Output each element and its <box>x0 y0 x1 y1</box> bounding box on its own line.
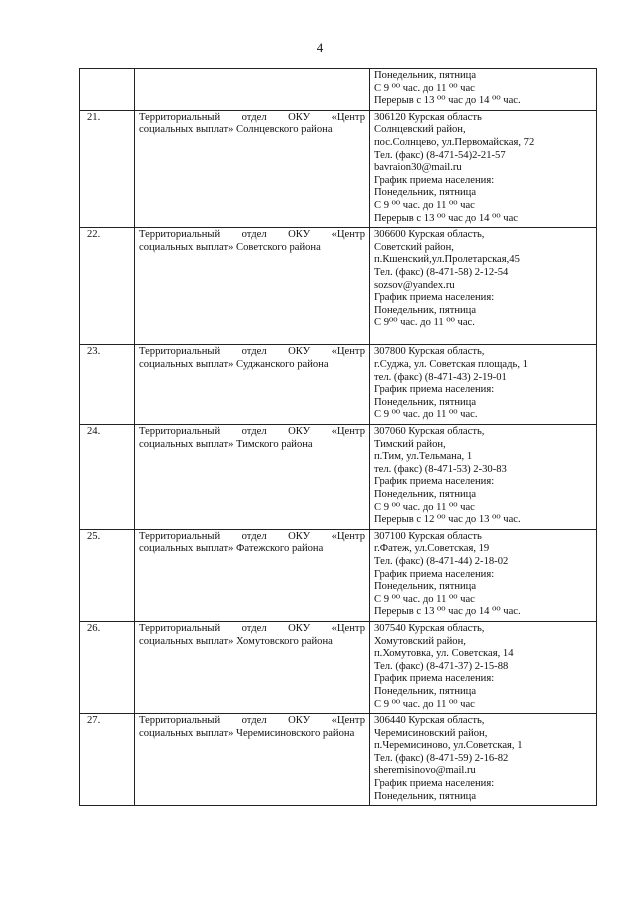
contact-line: С 9⁰⁰ час. до 11 ⁰⁰ час. <box>374 317 475 329</box>
contact-line: Тел. (факс) (8-471-44) 2-18-02 <box>374 555 509 567</box>
office-contact-cell <box>370 621 597 713</box>
office-contact-cell <box>370 69 597 111</box>
contact-line: 307540 Курская область, <box>374 622 485 634</box>
contact-line: Солнцевский район, <box>374 124 466 136</box>
contact-line: тел. (факс) (8-471-43) 2-19-01 <box>374 371 507 383</box>
contact-line: Понедельник, пятница <box>374 70 477 81</box>
contact-line: Тимский район, <box>374 438 446 450</box>
contact-line: пос.Солнцево, ул.Первомайская, 72 <box>374 136 535 148</box>
contact-line: Понедельник, пятница <box>374 304 477 316</box>
table-row <box>80 714 597 806</box>
contact-line: С 9 ⁰⁰ час. до 11 ⁰⁰ час <box>374 501 475 513</box>
contact-line: С 9 ⁰⁰ час. до 11 ⁰⁰ час <box>374 593 475 605</box>
contact-line: График приема населения: <box>374 384 495 396</box>
contact-line: г.Фатеж, ул.Советская, 19 <box>374 543 490 555</box>
contact-line: График приема населения: <box>374 174 495 186</box>
contact-line: С 9 ⁰⁰ час. до 11 ⁰⁰ час. <box>374 409 478 421</box>
contact-line: Перерыв с 13 ⁰⁰ час до 14 ⁰⁰ час. <box>374 95 521 107</box>
offices-table <box>79 68 597 806</box>
office-contact-cell <box>370 228 597 345</box>
row-number: 23. <box>80 345 135 425</box>
contact-line: 306120 Курская область <box>374 111 482 123</box>
office-contact-cell <box>370 529 597 621</box>
office-contact-cell <box>370 110 597 227</box>
table-row <box>80 425 597 530</box>
office-name: Территориальный отдел ОКУ «Центр социальных выплат» Хомутовского района <box>135 621 370 713</box>
office-contact-cell <box>370 345 597 425</box>
contact-line: п.Хомутовка, ул. Советская, 14 <box>374 648 514 660</box>
row-number: 24. <box>80 425 135 530</box>
contact-line: Черемисиновский район, <box>374 727 488 739</box>
row-number: 21. <box>80 110 135 227</box>
contact-line: sozsov@yandex.ru <box>374 279 455 291</box>
table-row <box>80 529 597 621</box>
contact-line: Понедельник, пятница <box>374 790 477 802</box>
contact-line: С 9 ⁰⁰ час. до 11 ⁰⁰ час <box>374 199 475 211</box>
office-contact-cell <box>370 425 597 530</box>
contact-line: График приема населения: <box>374 292 495 304</box>
office-name: Территориальный отдел ОКУ «Центр социальных выплат» Советского района <box>135 228 370 345</box>
table-row-continuation <box>80 69 597 111</box>
contact-line: Понедельник, пятница <box>374 581 477 593</box>
contact-line: График приема населения: <box>374 568 495 580</box>
contact-line: 307800 Курская область, <box>374 346 485 358</box>
office-name: Территориальный отдел ОКУ «Центр социальных выплат» Тимского района <box>135 425 370 530</box>
contact-line: Советский район, <box>374 241 454 253</box>
row-number: 25. <box>80 529 135 621</box>
office-contact-cell <box>370 714 597 806</box>
row-number: 27. <box>80 714 135 806</box>
table-row <box>80 621 597 713</box>
contact-line: г.Суджа, ул. Советская площадь, 1 <box>374 359 528 371</box>
office-name-cell <box>135 69 370 111</box>
contact-line: Хомутовский район, <box>374 635 466 647</box>
contact-line: Перерыв с 13 ⁰⁰ час до 14 ⁰⁰ час. <box>374 606 521 618</box>
contact-line: Перерыв с 13 ⁰⁰ час до 14 ⁰⁰ час <box>374 212 518 224</box>
office-name: Территориальный отдел ОКУ «Центр социальных выплат» Суджанского района <box>135 345 370 425</box>
office-name: Территориальный отдел ОКУ «Центр социальных выплат» Фатежского района <box>135 529 370 621</box>
contact-line: sheremisinovo@mail.ru <box>374 765 476 777</box>
contact-line: График приема населения: <box>374 476 495 488</box>
contact-line: Тел. (факс) (8-471-59) 2-16-82 <box>374 752 509 764</box>
contact-line: График приема населения: <box>374 673 495 685</box>
table-row <box>80 110 597 227</box>
table-body <box>80 69 597 806</box>
contact-line: Понедельник, пятница <box>374 489 477 500</box>
contact-line: Понедельник, пятница <box>374 396 477 408</box>
contact-line: Тел. (факс) (8-471-54)2-21-57 <box>374 149 506 161</box>
contact-line: bavraion30@mail.ru <box>374 162 462 174</box>
contact-line: С 9 ⁰⁰ час. до 11 ⁰⁰ час <box>374 82 475 94</box>
contact-line <box>374 330 592 343</box>
contact-line: Понедельник, пятница <box>374 685 477 697</box>
contact-line: Понедельник, пятница <box>374 187 477 199</box>
contact-line: п.Кшенский,ул.Пролетарская,45 <box>374 254 520 266</box>
contact-line: п.Тим, ул.Тельмана, 1 <box>374 451 473 463</box>
contact-line: Тел. (факс) (8-471-37) 2-15-88 <box>374 660 509 672</box>
contact-line: Перерыв с 12 ⁰⁰ час до 13 ⁰⁰ час. <box>374 514 521 526</box>
table-row <box>80 228 597 345</box>
contact-line: 307060 Курская область, <box>374 426 485 438</box>
contact-line: п.Черемисиново, ул.Советская, 1 <box>374 740 523 752</box>
contact-line: 306440 Курская область, <box>374 715 485 727</box>
row-number-cell <box>80 69 135 111</box>
row-number: 22. <box>80 228 135 345</box>
page-number: 4 <box>316 40 324 55</box>
contact-line: Тел. (факс) (8-471-58) 2-12-54 <box>374 266 509 278</box>
contact-line: тел. (факс) (8-471-53) 2-30-83 <box>374 463 507 475</box>
contact-line: С 9 ⁰⁰ час. до 11 ⁰⁰ час <box>374 698 475 710</box>
contact-line: 307100 Курская область <box>374 530 482 542</box>
row-number: 26. <box>80 621 135 713</box>
office-name: Территориальный отдел ОКУ «Центр социальных выплат» Солнцевского района <box>135 110 370 227</box>
table-row <box>80 345 597 425</box>
office-name: Территориальный отдел ОКУ «Центр социальных выплат» Черемисиновского района <box>135 714 370 806</box>
contact-line: 306600 Курская область, <box>374 229 485 241</box>
contact-line: График приема населения: <box>374 778 495 790</box>
